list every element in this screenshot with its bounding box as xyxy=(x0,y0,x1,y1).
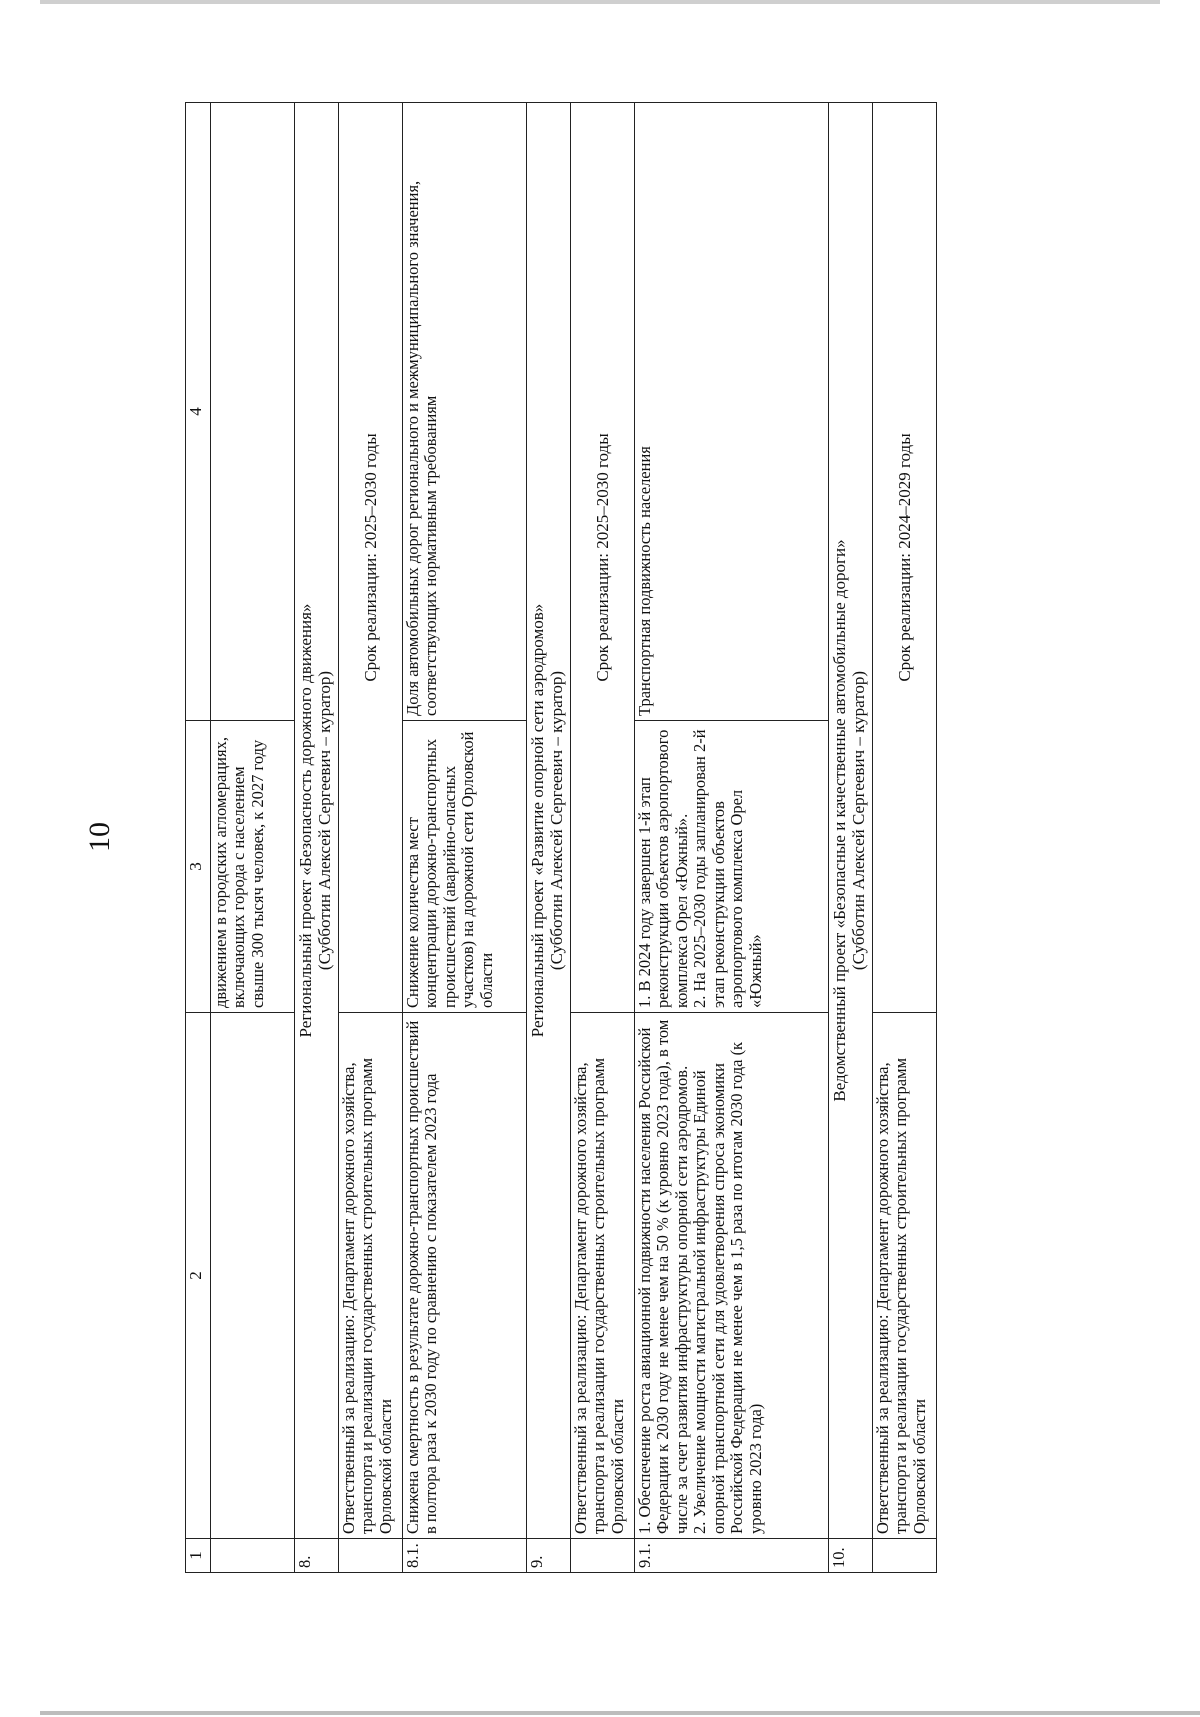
table-row xyxy=(635,103,829,1573)
row-prev-col4 xyxy=(211,103,295,721)
project-8-term: Срок реализации: 2025–2030 годы xyxy=(339,103,403,1013)
header-col-2: 2 xyxy=(186,1013,211,1539)
project-9-title xyxy=(527,103,571,1539)
project-9-title-row xyxy=(527,103,571,1573)
row-prev-col2 xyxy=(211,1013,295,1539)
row-8-1-col2: Снижена смертность в результате дорожно-транспортных происшествий в полтора раза к 2030 году по сравнению с показателем 2023 года xyxy=(403,1013,527,1539)
project-8-title-line1: Региональный проект «Безопасность дорожного движения» xyxy=(296,603,315,1038)
row-9-1-col3 xyxy=(635,721,829,1013)
project-10-responsible-row xyxy=(873,103,937,1573)
rotated-table-wrapper xyxy=(185,103,1200,1573)
project-10-term: Срок реализации: 2024–2029 годы xyxy=(873,103,937,1013)
project-9-empty xyxy=(571,1539,635,1573)
project-10-title xyxy=(829,103,873,1539)
project-8-num: 8. xyxy=(295,1539,339,1573)
header-row xyxy=(186,103,211,1573)
project-10-curator: (Субботин Алексей Сергеевич – куратор) xyxy=(849,670,869,971)
header-col-3: 3 xyxy=(186,721,211,1013)
row-prev-col3: движением в городских агломерациях, включающих города с населением свыше 300 тысяч человек, к 2027 году xyxy=(211,721,295,1013)
row-9-1-col3-item-1: 1. В 2024 году завершен 1-й этап реконструкции объектов аэропортового комплекса Орел «Южный». xyxy=(635,729,691,1008)
row-prev-num xyxy=(211,1539,295,1573)
row-8-1-col4: Доля автомобильных дорог регионального и межмуниципального значения, соответствующих нормативным требованиям xyxy=(403,103,527,721)
project-10-title-row xyxy=(829,103,873,1573)
project-8-empty xyxy=(339,1539,403,1573)
row-9-1-col3-item-2: 2. На 2025–2030 годы запланирован 2-й этап реконструкции объектов аэропортового комплекса Орел «Южный» xyxy=(690,729,765,1008)
header-col-1: 1 xyxy=(186,1539,211,1573)
row-9-1-col2-item-2: 2. Увеличение мощности магистральной инфраструктуры Единой опорной транспортной сети для удовлетворения спроса экономики Российской Федерации не менее чем в 1,5 раза по итогам 2030 года (к уровню 2023 года) xyxy=(690,1041,765,1534)
project-9-responsible-row xyxy=(571,103,635,1573)
project-9-num: 9. xyxy=(527,1539,571,1573)
top-scan-edge xyxy=(40,0,1160,4)
project-10-title-line1: Ведомственный проект «Безопасные и качественные автомобильные дороги» xyxy=(830,539,849,1102)
page-number: 10 xyxy=(83,822,116,852)
project-8-title xyxy=(295,103,339,1539)
project-8-responsible: Ответственный за реализацию: Департамент дорожного хозяйства, транспорта и реализации государственных строительных программ Орловской области xyxy=(339,1013,403,1539)
project-10-empty xyxy=(873,1539,937,1573)
row-8-1-num: 8.1. xyxy=(403,1539,527,1573)
header-col-4: 4 xyxy=(186,103,211,721)
project-9-responsible: Ответственный за реализацию: Департамент дорожного хозяйства, транспорта и реализации государственных строительных программ Орловской области xyxy=(571,1013,635,1539)
program-table xyxy=(185,102,937,1573)
project-8-title-row xyxy=(295,103,339,1573)
project-8-curator: (Субботин Алексей Сергеевич – куратор) xyxy=(315,670,335,971)
table-row xyxy=(403,103,527,1573)
table-row xyxy=(211,103,295,1573)
bottom-scan-edge xyxy=(40,1711,1200,1715)
project-9-title-line1: Региональный проект «Развитие опорной сети аэродромов» xyxy=(528,603,547,1038)
project-10-responsible: Ответственный за реализацию: Департамент дорожного хозяйства, транспорта и реализации государственных строительных программ Орловской области xyxy=(873,1013,937,1539)
project-9-curator: (Субботин Алексей Сергеевич – куратор) xyxy=(547,670,567,971)
project-9-term: Срок реализации: 2025–2030 годы xyxy=(571,103,635,1013)
row-9-1-col2-item-1: 1. Обеспечение роста авиационной подвижности населения Российской Федерации к 2030 году не менее чем на 50 % (к уровню 2023 года), в том числе за счет развития инфраструктуры опорной сети аэродромов. xyxy=(635,1019,691,1534)
project-8-responsible-row xyxy=(339,103,403,1573)
row-9-1-col2 xyxy=(635,1013,829,1539)
row-9-1-num: 9.1. xyxy=(635,1539,829,1573)
row-8-1-col3: Снижение количества мест концентрации дорожно-транспортных происшествий (аварийно-опасных участков) на дорожной сети Орловской области xyxy=(403,721,527,1013)
project-10-num: 10. xyxy=(829,1539,873,1573)
row-9-1-col4: Транспортная подвижность населения xyxy=(635,103,829,721)
